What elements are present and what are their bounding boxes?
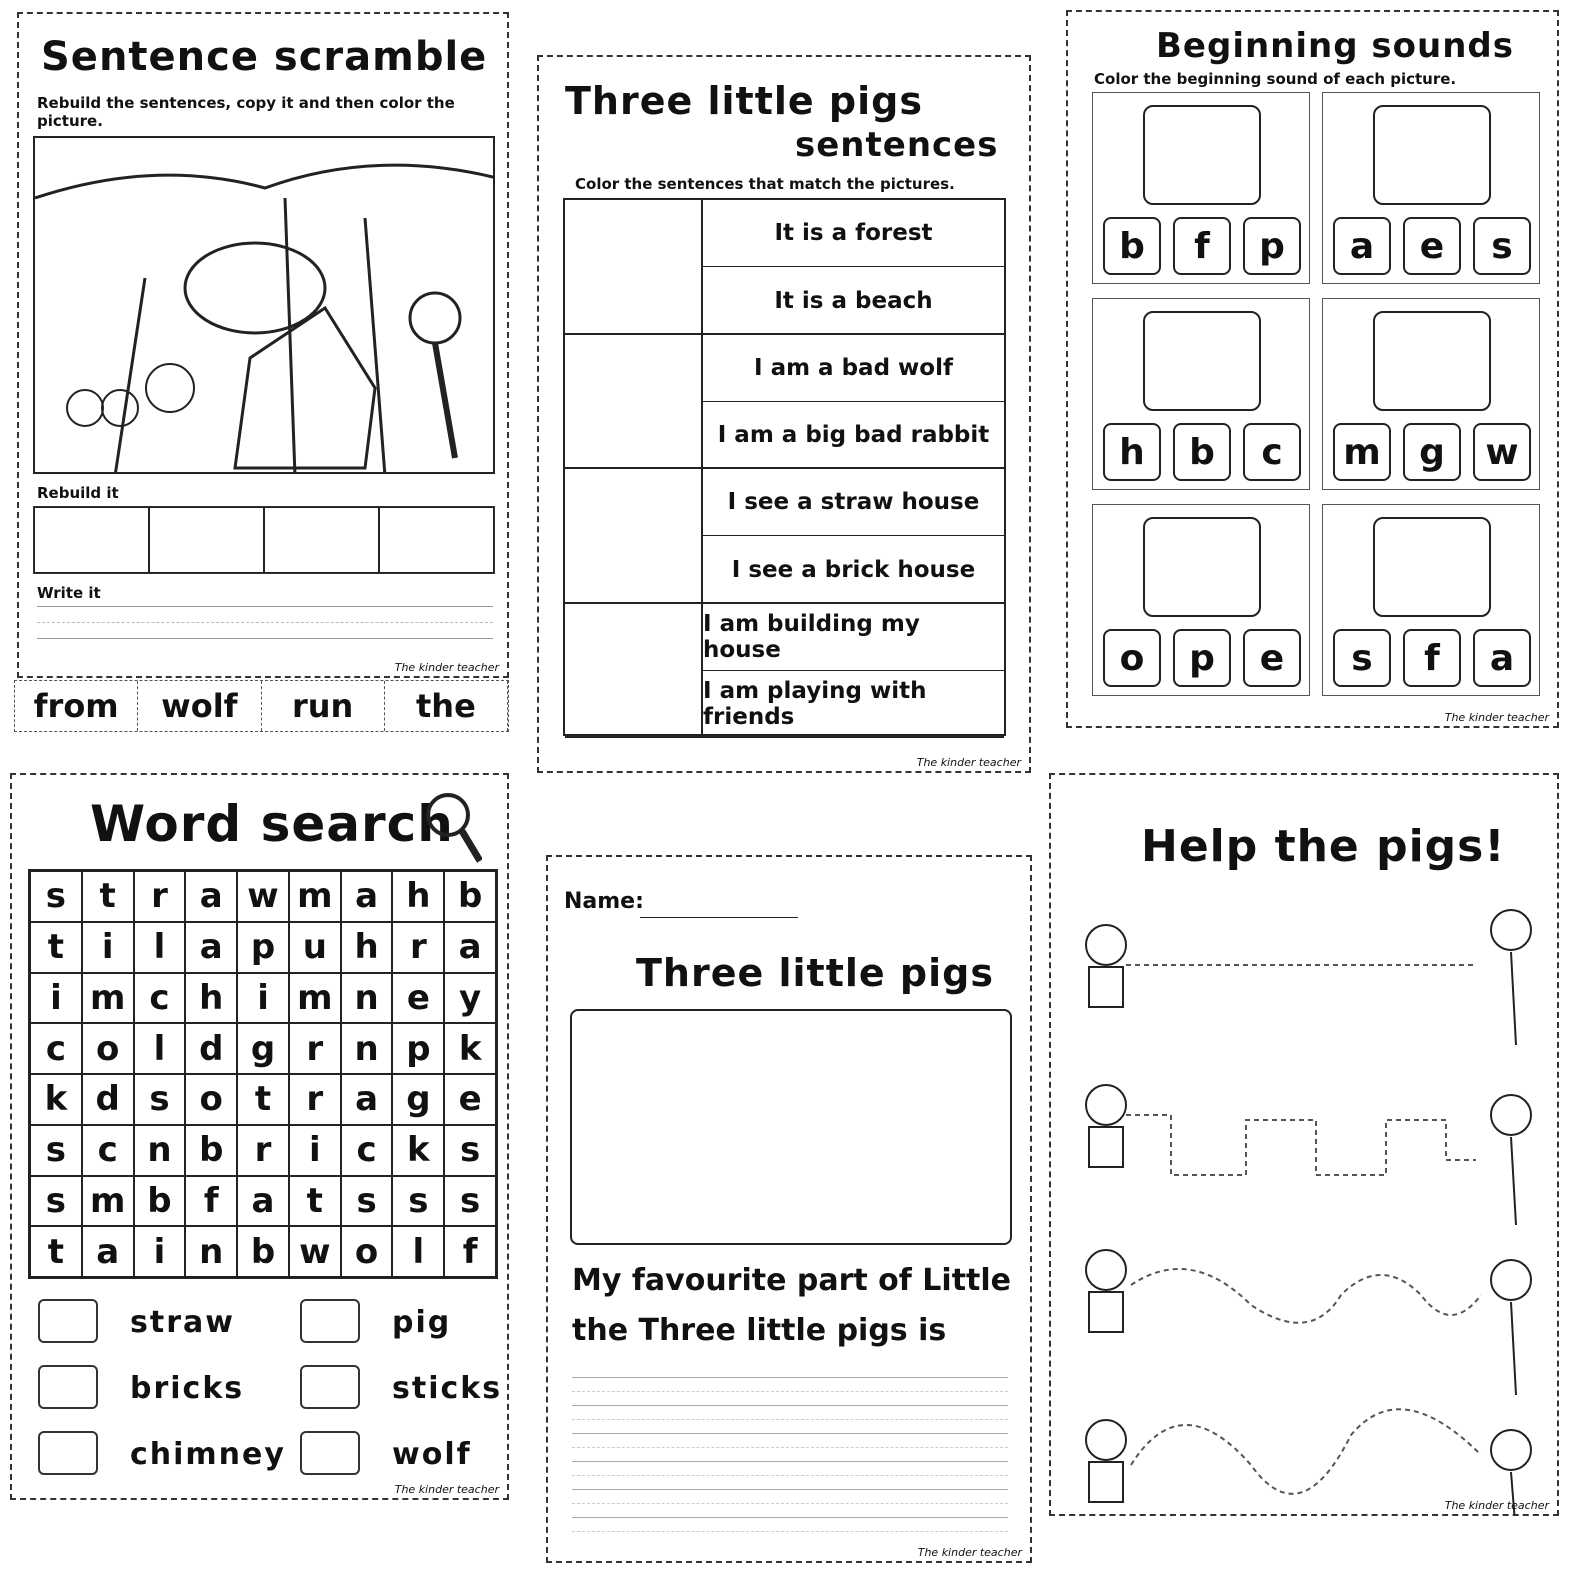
- grid-letter[interactable]: d: [185, 1023, 237, 1074]
- write-line[interactable]: [572, 1405, 1008, 1406]
- grid-letter[interactable]: l: [134, 1023, 186, 1074]
- sentence-option[interactable]: I see a brick house: [731, 556, 976, 583]
- grid-letter[interactable]: m: [289, 871, 341, 922]
- word-search-worksheet: [10, 773, 509, 1500]
- letter-option[interactable]: m: [1333, 423, 1391, 481]
- grid-letter[interactable]: s: [30, 1125, 82, 1176]
- word-icon: [300, 1299, 360, 1343]
- grid-letter[interactable]: k: [392, 1125, 444, 1176]
- word-list-item: sticks: [392, 1371, 503, 1406]
- grid-letter[interactable]: a: [185, 871, 237, 922]
- worksheet-title: Help the pigs!: [1141, 821, 1506, 872]
- drawing-box[interactable]: [570, 1009, 1012, 1245]
- word-icon: [38, 1431, 98, 1475]
- grid-letter[interactable]: t: [289, 1176, 341, 1227]
- sentence-group: [565, 200, 1004, 335]
- write-line[interactable]: [572, 1377, 1008, 1378]
- letter-option[interactable]: s: [1473, 217, 1531, 275]
- forest-wolf-pigs-image: [35, 138, 495, 474]
- write-line[interactable]: [572, 1433, 1008, 1434]
- credit: The kinder teacher: [917, 1546, 1022, 1559]
- grid-letter[interactable]: n: [341, 1023, 393, 1074]
- word-search-grid: [28, 869, 498, 1279]
- grid-letter[interactable]: h: [341, 922, 393, 973]
- instructions: Color the sentences that match the pictures.: [575, 175, 955, 193]
- word-icon: [300, 1431, 360, 1475]
- tracing-worksheet: [1049, 773, 1559, 1516]
- write-guide-line: [572, 1419, 1008, 1420]
- grid-letter[interactable]: e: [392, 973, 444, 1024]
- grid-letter[interactable]: y: [444, 973, 496, 1024]
- grid-letter[interactable]: w: [289, 1226, 341, 1277]
- name-label: Name:: [564, 889, 644, 914]
- writing-worksheet: [546, 855, 1032, 1563]
- grid-letter[interactable]: f: [444, 1226, 496, 1277]
- grid-row: [30, 1226, 496, 1277]
- picture: [1143, 311, 1261, 411]
- sound-card: [1092, 298, 1310, 490]
- letter-option[interactable]: w: [1473, 423, 1531, 481]
- grid-letter[interactable]: a: [185, 922, 237, 973]
- sound-card: [1092, 92, 1310, 284]
- letter-option[interactable]: p: [1243, 217, 1301, 275]
- write-line[interactable]: [572, 1489, 1008, 1490]
- picture: [1143, 105, 1261, 205]
- sentence-group: [565, 604, 1004, 739]
- grid-letter[interactable]: s: [30, 1176, 82, 1227]
- grid-letter[interactable]: g: [392, 1074, 444, 1125]
- grid-letter[interactable]: p: [237, 922, 289, 973]
- grid-letter[interactable]: c: [134, 973, 186, 1024]
- sentence-option[interactable]: I see a straw house: [703, 469, 1004, 536]
- grid-row: [30, 1074, 496, 1125]
- rebuild-box[interactable]: [34, 507, 149, 573]
- word-list-item: bricks: [130, 1371, 245, 1406]
- letter-option[interactable]: f: [1173, 217, 1231, 275]
- grid-letter[interactable]: a: [82, 1226, 134, 1277]
- grid-letter[interactable]: a: [341, 871, 393, 922]
- credit: The kinder teacher: [1444, 711, 1549, 724]
- worksheet-title: Beginning sounds: [1156, 26, 1514, 66]
- grid-letter[interactable]: t: [237, 1074, 289, 1125]
- word-list-item: chimney: [130, 1437, 286, 1472]
- grid-letter[interactable]: n: [341, 973, 393, 1024]
- grid-letter[interactable]: k: [30, 1074, 82, 1125]
- grid-row: [30, 1176, 496, 1227]
- grid-row: [30, 1023, 496, 1074]
- letter-option[interactable]: e: [1243, 629, 1301, 687]
- sentence-option[interactable]: I am building my house: [703, 604, 1004, 671]
- rebuild-label: Rebuild it: [37, 484, 119, 502]
- letter-option[interactable]: c: [1243, 423, 1301, 481]
- grid-letter[interactable]: s: [444, 1176, 496, 1227]
- letter-option[interactable]: h: [1103, 423, 1161, 481]
- grid-letter[interactable]: a: [341, 1074, 393, 1125]
- grid-row: [30, 871, 496, 922]
- letter-option[interactable]: p: [1173, 629, 1231, 687]
- grid-letter[interactable]: n: [185, 1226, 237, 1277]
- grid-letter[interactable]: b: [444, 871, 496, 922]
- grid-letter[interactable]: h: [392, 871, 444, 922]
- write-guide-line: [572, 1447, 1008, 1448]
- word-list-item: wolf: [392, 1437, 472, 1472]
- letter-option[interactable]: o: [1103, 629, 1161, 687]
- sentence-scramble-worksheet: [17, 12, 509, 678]
- grid-letter[interactable]: u: [289, 922, 341, 973]
- magnifying-glass-icon: [422, 789, 482, 865]
- word-icon: [300, 1365, 360, 1409]
- credit: The kinder teacher: [394, 1483, 499, 1496]
- write-guide-line: [572, 1391, 1008, 1392]
- grid-letter[interactable]: b: [185, 1125, 237, 1176]
- grid-letter[interactable]: i: [30, 973, 82, 1024]
- sentence-option[interactable]: It is a forest: [703, 200, 1004, 267]
- grid-letter[interactable]: e: [444, 1074, 496, 1125]
- sentence-option[interactable]: I am playing with friends: [703, 678, 927, 730]
- credit: The kinder teacher: [1444, 1499, 1549, 1512]
- grid-letter[interactable]: m: [82, 1176, 134, 1227]
- grid-letter[interactable]: i: [237, 973, 289, 1024]
- sentence-group: [565, 469, 1004, 604]
- grid-letter[interactable]: p: [392, 1023, 444, 1074]
- letter-option[interactable]: a: [1333, 217, 1391, 275]
- word-card[interactable]: the: [385, 681, 508, 731]
- grid-row: [30, 922, 496, 973]
- grid-letter[interactable]: i: [82, 922, 134, 973]
- worksheet-title: Word search: [90, 795, 454, 853]
- write-line[interactable]: [37, 638, 493, 639]
- sentence-picture: [565, 604, 703, 737]
- word-cards-strip: [14, 680, 509, 732]
- picture: [1143, 517, 1261, 617]
- grid-letter[interactable]: k: [444, 1023, 496, 1074]
- grid-letter[interactable]: t: [30, 922, 82, 973]
- grid-letter[interactable]: s: [30, 871, 82, 922]
- prompt-line-1: My favourite part of Little: [572, 1263, 1011, 1298]
- beginning-sounds-worksheet: [1066, 10, 1559, 728]
- grid-letter[interactable]: c: [82, 1125, 134, 1176]
- rebuild-box[interactable]: [149, 507, 264, 573]
- word-list-item: pig: [392, 1305, 452, 1340]
- grid-letter[interactable]: m: [82, 973, 134, 1024]
- grid-letter[interactable]: o: [185, 1074, 237, 1125]
- letter-option[interactable]: e: [1403, 217, 1461, 275]
- credit: The kinder teacher: [916, 756, 1021, 769]
- prompt-line-2: the Three little pigs is: [572, 1313, 947, 1348]
- picture: [1373, 517, 1491, 617]
- grid-letter[interactable]: s: [341, 1176, 393, 1227]
- grid-letter[interactable]: o: [82, 1023, 134, 1074]
- sentence-option[interactable]: It is a beach: [774, 287, 933, 314]
- grid-letter[interactable]: g: [237, 1023, 289, 1074]
- grid-letter[interactable]: w: [237, 871, 289, 922]
- tracing-paths[interactable]: [1051, 815, 1557, 1515]
- grid-letter[interactable]: c: [341, 1125, 393, 1176]
- worksheet-title: Sentence scramble: [41, 34, 488, 80]
- grid-letter[interactable]: r: [237, 1125, 289, 1176]
- sound-card: [1092, 504, 1310, 696]
- sentences-worksheet: [537, 55, 1031, 773]
- grid-letter[interactable]: n: [134, 1125, 186, 1176]
- forest-scene-illustration: [33, 136, 495, 474]
- word-icon: [38, 1365, 98, 1409]
- rebuild-boxes: [33, 506, 495, 574]
- sound-card: [1322, 298, 1540, 490]
- grid-letter[interactable]: i: [289, 1125, 341, 1176]
- write-line[interactable]: [37, 606, 493, 607]
- sound-card: [1322, 92, 1540, 284]
- worksheet-title: Three little pigs: [565, 79, 923, 123]
- grid-letter[interactable]: l: [392, 1226, 444, 1277]
- grid-letter[interactable]: r: [289, 1023, 341, 1074]
- grid-letter[interactable]: i: [134, 1226, 186, 1277]
- grid-letter[interactable]: d: [82, 1074, 134, 1125]
- word-icon: [38, 1299, 98, 1343]
- write-guide-line: [37, 622, 493, 623]
- picture: [1373, 311, 1491, 411]
- word-list-item: straw: [130, 1305, 235, 1340]
- worksheet-title: Three little pigs: [636, 951, 994, 995]
- rebuild-box[interactable]: [379, 507, 494, 573]
- worksheet-subtitle: sentences: [795, 125, 999, 165]
- write-line[interactable]: [572, 1461, 1008, 1462]
- grid-letter[interactable]: r: [392, 922, 444, 973]
- grid-row: [30, 1125, 496, 1176]
- grid-letter[interactable]: m: [289, 973, 341, 1024]
- grid-letter[interactable]: s: [444, 1125, 496, 1176]
- write-label: Write it: [37, 584, 101, 602]
- letter-option[interactable]: s: [1333, 629, 1391, 687]
- grid-letter[interactable]: b: [237, 1226, 289, 1277]
- grid-letter[interactable]: t: [82, 871, 134, 922]
- word-card[interactable]: wolf: [138, 681, 261, 731]
- grid-letter[interactable]: r: [134, 871, 186, 922]
- grid-letter[interactable]: s: [134, 1074, 186, 1125]
- grid-letter[interactable]: a: [444, 922, 496, 973]
- letter-option[interactable]: f: [1403, 629, 1461, 687]
- sentence-picture: [565, 200, 703, 333]
- grid-letter[interactable]: h: [185, 973, 237, 1024]
- rebuild-box[interactable]: [264, 507, 379, 573]
- instructions: Rebuild the sentences, copy it and then color the picture.: [37, 94, 455, 130]
- sentence-table: [563, 198, 1006, 736]
- grid-letter[interactable]: a: [237, 1176, 289, 1227]
- grid-letter[interactable]: r: [289, 1074, 341, 1125]
- grid-letter[interactable]: l: [134, 922, 186, 973]
- write-guide-line: [572, 1475, 1008, 1476]
- sentence-picture: [565, 469, 703, 602]
- sentence-picture: [565, 335, 703, 468]
- grid-letter[interactable]: b: [134, 1176, 186, 1227]
- write-guide-line: [572, 1531, 1008, 1532]
- sentence-option[interactable]: I am a big bad rabbit: [717, 422, 990, 448]
- letter-option[interactable]: b: [1103, 217, 1161, 275]
- grid-letter[interactable]: f: [185, 1176, 237, 1227]
- write-guide-line: [572, 1503, 1008, 1504]
- name-input-line[interactable]: [640, 917, 798, 918]
- grid-letter[interactable]: t: [30, 1226, 82, 1277]
- letter-option[interactable]: a: [1473, 629, 1531, 687]
- letter-option[interactable]: b: [1173, 423, 1231, 481]
- letter-option[interactable]: g: [1403, 423, 1461, 481]
- sound-card: [1322, 504, 1540, 696]
- picture: [1373, 105, 1491, 205]
- grid-row: [30, 973, 496, 1024]
- grid-letter[interactable]: o: [341, 1226, 393, 1277]
- instructions: Color the beginning sound of each picture.: [1094, 70, 1457, 88]
- sentence-option[interactable]: I am a bad wolf: [703, 335, 1004, 402]
- credit: The kinder teacher: [394, 661, 499, 674]
- word-card[interactable]: run: [262, 681, 385, 731]
- sentence-group: [565, 335, 1004, 470]
- grid-letter[interactable]: s: [392, 1176, 444, 1227]
- grid-letter[interactable]: c: [30, 1023, 82, 1074]
- write-line[interactable]: [572, 1517, 1008, 1518]
- word-card[interactable]: from: [15, 681, 138, 731]
